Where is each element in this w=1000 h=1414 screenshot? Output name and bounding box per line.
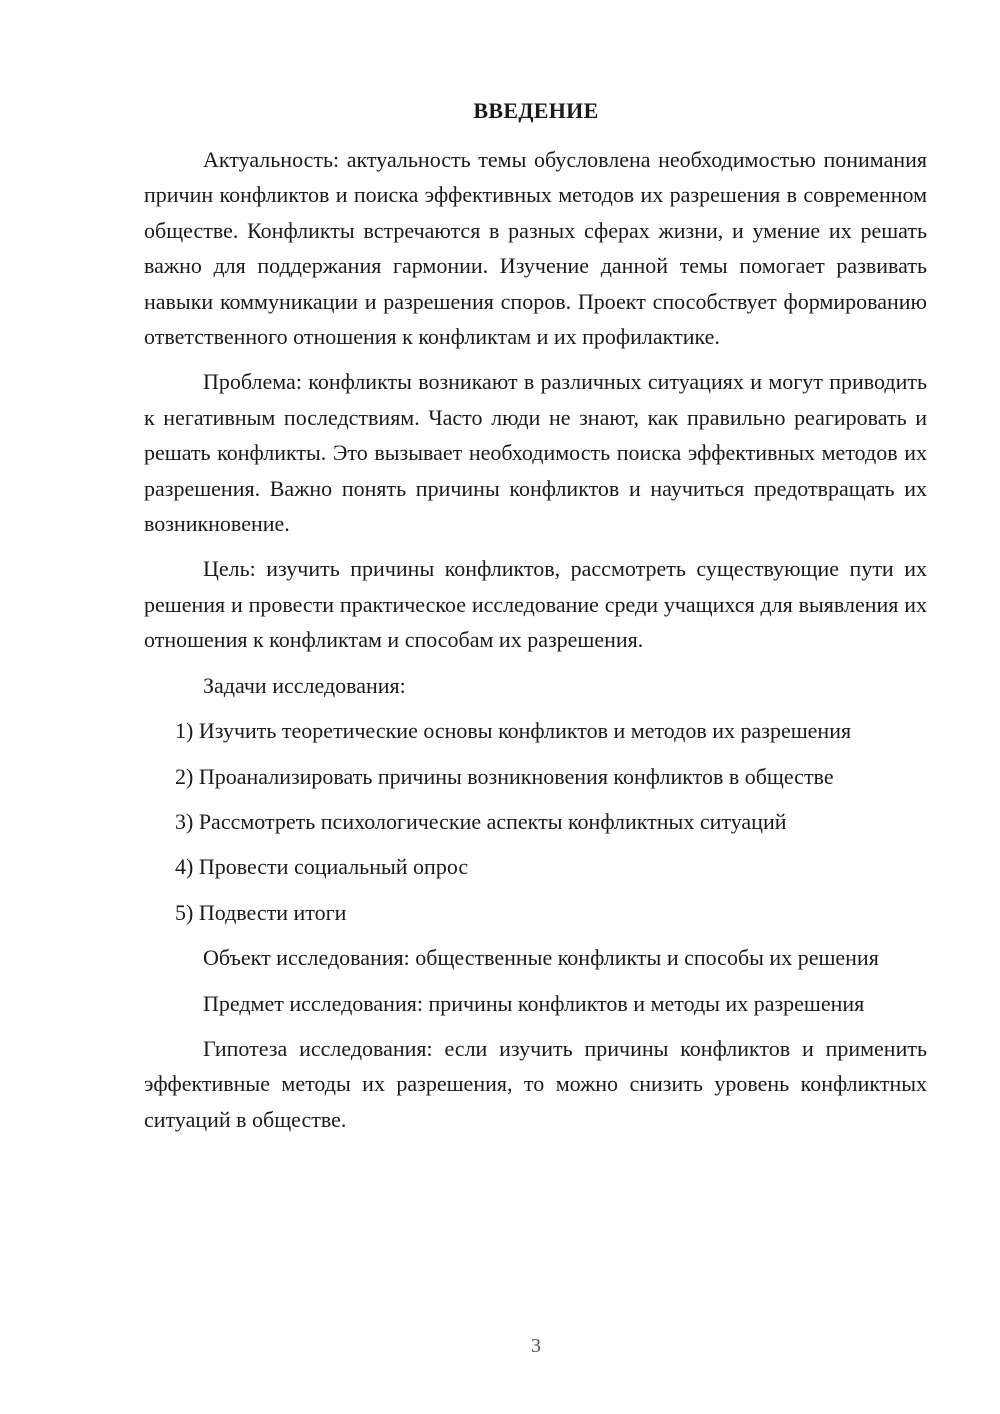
document-body	[144, 142, 927, 1137]
task-item: 5) Подвести итоги	[175, 899, 347, 925]
paragraph-problem: Проблема: конфликты возникают в различных ситуациях и могут приводить к негативным последствиям. Часто люди не знают, как правильно реагировать и решать конфликты. Это вызывает необходимость поиска эффективных методов их разрешения. Важно понять причины конфликтов и научиться предотвращать их возникновение.	[144, 369, 927, 537]
page-title: ВВЕДЕНИЕ	[473, 98, 599, 123]
task-item: 4) Провести социальный опрос	[175, 854, 469, 880]
paragraph-hypothesis: Гипотеза исследования: если изучить причины конфликтов и применить эффективные методы их разрешения, то можно снизить уровень конфликтных ситуаций в обществе.	[144, 1035, 927, 1132]
task-item: 1) Изучить теоретические основы конфликтов и методов их разрешения	[175, 718, 852, 744]
paragraph-relevance: Актуальность: актуальность темы обусловлена необходимостью понимания причин конфликтов и поиска эффективных методов их разрешения в современном обществе. Конфликты встречаются в разных сферах жизни, и умение их решать важно для поддержания гармонии. Изучение данной темы помогает развивать навыки коммуникации и разрешения споров. Проект способствует формированию ответственного отношения к конфликтам и их профилактике.	[144, 147, 927, 350]
task-item: 3) Рассмотреть психологические аспекты конфликтных ситуаций	[175, 808, 787, 834]
page-number: 3	[531, 1335, 541, 1357]
paragraph-subject: Предмет исследования: причины конфликтов и методы их разрешения	[203, 990, 865, 1016]
paragraph-object: Объект исследования: общественные конфликты и способы их решения	[203, 945, 879, 971]
task-item: 2) Проанализировать причины возникновения конфликтов в обществе	[175, 763, 834, 789]
paragraph-tasks-heading: Задачи исследования:	[203, 672, 406, 698]
paragraph-goal: Цель: изучить причины конфликтов, рассмотреть существующие пути их решения и провести практическое исследование среди учащихся для выявления их отношения к конфликтам и способам их разрешения.	[144, 556, 927, 653]
